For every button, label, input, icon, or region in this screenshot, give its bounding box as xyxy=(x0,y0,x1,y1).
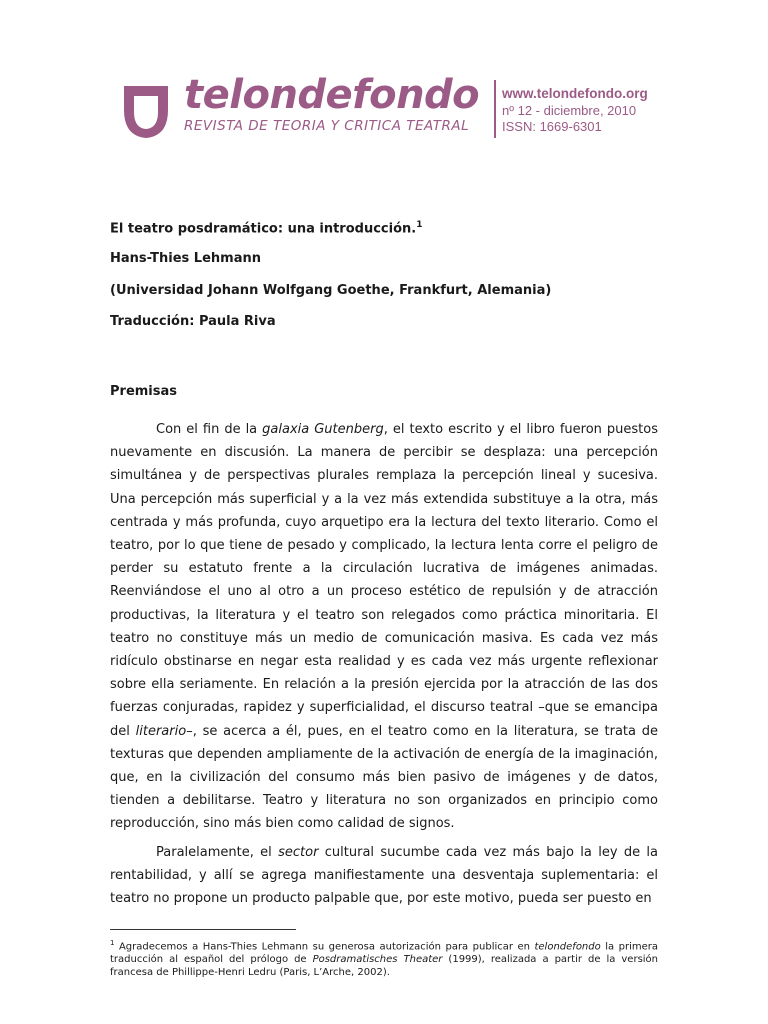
article-title xyxy=(110,220,422,236)
fn-text-a: Agradecemos a Hans-Thies Lehmann su generosa autorización para publicar en xyxy=(114,941,535,953)
footnote-separator xyxy=(110,929,296,930)
body-paragraph-1 xyxy=(110,418,658,836)
title-footnote-ref: 1 xyxy=(416,220,423,230)
issue-number: nº 12 - diciembre, 2010 xyxy=(502,102,637,118)
site-url: www.telondefondo.org xyxy=(502,86,648,101)
issn: ISSN: 1669-6301 xyxy=(502,119,602,134)
theater-mask-icon xyxy=(122,82,170,140)
fn-text-c: la primera traducción al español del prólogo de xyxy=(110,941,658,966)
fn-text-e: (1999), realizada a partir de la versión francesa de Phillippe-Henri Ledru (Paris, L’Arche, 2002). xyxy=(110,954,659,979)
p1-text-a: Con el fin de la xyxy=(156,422,263,437)
article-translator: Traducción: Paula Riva xyxy=(110,314,276,329)
p2-emphasis-sector: sector xyxy=(278,845,319,860)
section-heading: Premisas xyxy=(110,384,178,399)
article-title-text: El teatro posdramático: una introducción. xyxy=(110,221,417,237)
p1-text-c: , el texto escrito y el libro fueron puestos nuevamente en discusión. La manera de percibir se desplaza: una percepción simultánea y de perspectivas plurales remplaza la percepción lineal y sucesiva. Una percepción más superficial y a la vez más extendida substituye a la otra, más centrada y más profunda, cuyo arquetipo era la lectura del texto literario. Como el teatro, por lo que tiene de pesado y complicado, la lectura lenta corre el peligro de perder su estatuto frente a la circulación lucrativa de imágenes animadas. Reenviándose el uno al otro a un proceso estético de repulsión y de atracción productivas, la literatura y el teatro son relegados como práctica minoritaria. El teatro no constituye más un medio de comunicación masiva. Es cada vez más ridículo obstinarse en negar esta realidad y es cada vez más urgente reflexionar sobre ella seriamente. En relación a la presión ejercida por la atracción de las dos fuerzas conjuradas, rapidez y superficialidad, el discurso teatral –que se emancipa del xyxy=(110,422,658,739)
footnote-number: 1 xyxy=(110,939,115,947)
brand-subtitle: REVISTA DE TEORIA Y CRITICA TEATRAL xyxy=(184,118,470,134)
article-affiliation: (Universidad Johann Wolfgang Goethe, Frankfurt, Alemania) xyxy=(110,283,552,298)
p2-text-a: Paralelamente, el xyxy=(156,845,279,860)
footnote xyxy=(110,937,658,979)
p1-text-e: –, se acerca a él, pues, en el teatro como en la literatura, se trata de texturas que dependen ampliamente de la activación de energía de la imaginación, que, en la civilización del consumo más bien pasivo de imágenes y de datos, tienden a debilitarse. Teatro y literatura no son organizados en principio como reproducción, sino más bien como calidad de signos. xyxy=(110,723,658,832)
masthead xyxy=(122,72,662,152)
p2-text-c: cultural sucumbe cada vez más bajo la ley de la rentabilidad, y allí se agrega manifiestamente una desventaja suplementaria: el teatro no propone un producto palpable que, por este motivo, pueda ser puesto en xyxy=(110,845,658,907)
fn-emphasis-book: Posdramatisches Theater xyxy=(312,954,443,966)
masthead-divider xyxy=(494,80,496,138)
issue-info xyxy=(502,86,648,136)
fn-emphasis-journal: telondefondo xyxy=(534,941,601,953)
p1-emphasis-galaxia: galaxia Gutenberg xyxy=(262,422,384,437)
article-author: Hans-Thies Lehmann xyxy=(110,251,261,266)
brand-name: telondefondo xyxy=(184,72,480,118)
body-paragraph-2 xyxy=(110,841,658,911)
p1-emphasis-literario: literario xyxy=(135,723,187,739)
